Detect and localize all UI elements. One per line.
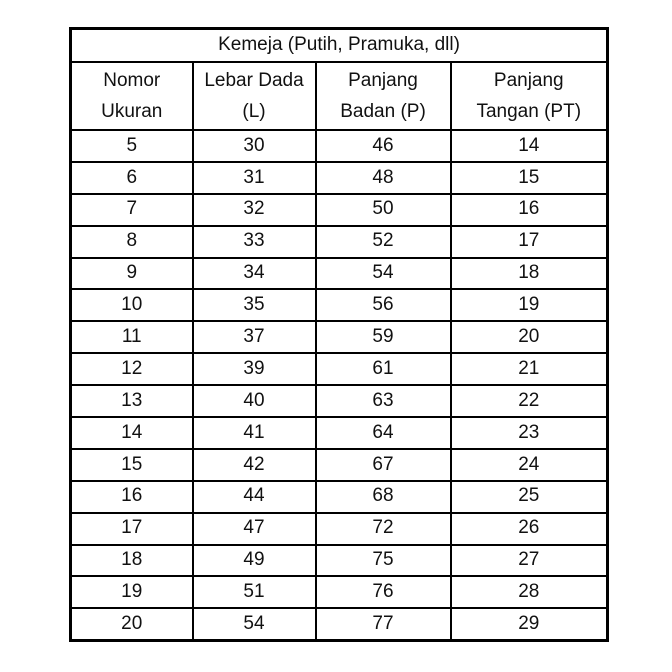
header-panjang-tangan [451,62,608,130]
table-row [71,226,608,258]
table-cell: 46 [316,130,451,162]
table-cell: 18 [451,258,608,290]
table-row [71,130,608,162]
table-cell: 32 [193,194,316,226]
table-cell: 23 [451,417,608,449]
table-cell: 56 [316,289,451,321]
table-cell: 13 [71,385,193,417]
header-line: (L) [242,101,266,122]
table-cell: 27 [451,545,608,577]
table-cell: 44 [193,481,316,513]
table-cell: 67 [316,449,451,481]
table-cell: 29 [451,608,608,640]
title-row [71,29,608,63]
table-cell: 8 [71,226,193,258]
table-cell: 9 [71,258,193,290]
header-lebar-dada [193,62,316,130]
table-row [71,194,608,226]
table-cell: 14 [71,417,193,449]
table-cell: 21 [451,353,608,385]
table-cell: 77 [316,608,451,640]
table-cell: 48 [316,162,451,194]
table-cell: 40 [193,385,316,417]
table-row [71,513,608,545]
header-line: Nomor [103,70,161,91]
table-cell: 49 [193,545,316,577]
table-cell: 15 [451,162,608,194]
header-line: Badan (P) [340,101,426,122]
table-row [71,449,608,481]
table-cell: 54 [316,258,451,290]
header-line: Ukuran [101,101,163,122]
table-cell: 76 [316,576,451,608]
table-cell: 51 [193,576,316,608]
header-line: Lebar Dada [204,70,304,91]
table-cell: 41 [193,417,316,449]
size-table [69,27,609,642]
table-cell: 50 [316,194,451,226]
table-cell: 17 [451,226,608,258]
table-row [71,258,608,290]
table-row [71,417,608,449]
header-panjang-badan [316,62,451,130]
table-cell: 64 [316,417,451,449]
header-line: Tangan (PT) [476,101,582,122]
size-chart [69,27,609,642]
table-cell: 17 [71,513,193,545]
table-cell: 31 [193,162,316,194]
table-cell: 75 [316,545,451,577]
table-row [71,576,608,608]
table-cell: 30 [193,130,316,162]
table-cell: 16 [451,194,608,226]
size-table-body [71,130,608,641]
table-cell: 20 [71,608,193,640]
table-cell: 28 [451,576,608,608]
table-row [71,545,608,577]
table-cell: 72 [316,513,451,545]
table-cell: 52 [316,226,451,258]
table-cell: 59 [316,321,451,353]
header-nomor-ukuran [71,62,193,130]
table-row [71,385,608,417]
table-cell: 10 [71,289,193,321]
header-line: Panjang [493,70,564,91]
table-cell: 7 [71,194,193,226]
table-row [71,162,608,194]
table-cell: 61 [316,353,451,385]
table-cell: 63 [316,385,451,417]
table-cell: 25 [451,481,608,513]
table-cell: 19 [451,289,608,321]
header-line: Panjang [348,70,418,91]
table-title: Kemeja (Putih, Pramuka, dll) [71,29,608,63]
table-cell: 5 [71,130,193,162]
table-cell: 24 [451,449,608,481]
table-cell: 33 [193,226,316,258]
table-row [71,608,608,640]
table-cell: 12 [71,353,193,385]
table-cell: 39 [193,353,316,385]
table-cell: 15 [71,449,193,481]
table-cell: 37 [193,321,316,353]
header-row [71,62,608,130]
table-cell: 54 [193,608,316,640]
table-cell: 35 [193,289,316,321]
table-cell: 19 [71,576,193,608]
table-cell: 47 [193,513,316,545]
table-cell: 68 [316,481,451,513]
table-row [71,353,608,385]
table-cell: 26 [451,513,608,545]
table-cell: 22 [451,385,608,417]
table-cell: 18 [71,545,193,577]
table-cell: 6 [71,162,193,194]
table-row [71,289,608,321]
table-cell: 11 [71,321,193,353]
table-cell: 14 [451,130,608,162]
table-cell: 34 [193,258,316,290]
table-row [71,481,608,513]
table-cell: 42 [193,449,316,481]
table-row [71,321,608,353]
table-cell: 16 [71,481,193,513]
table-cell: 20 [451,321,608,353]
